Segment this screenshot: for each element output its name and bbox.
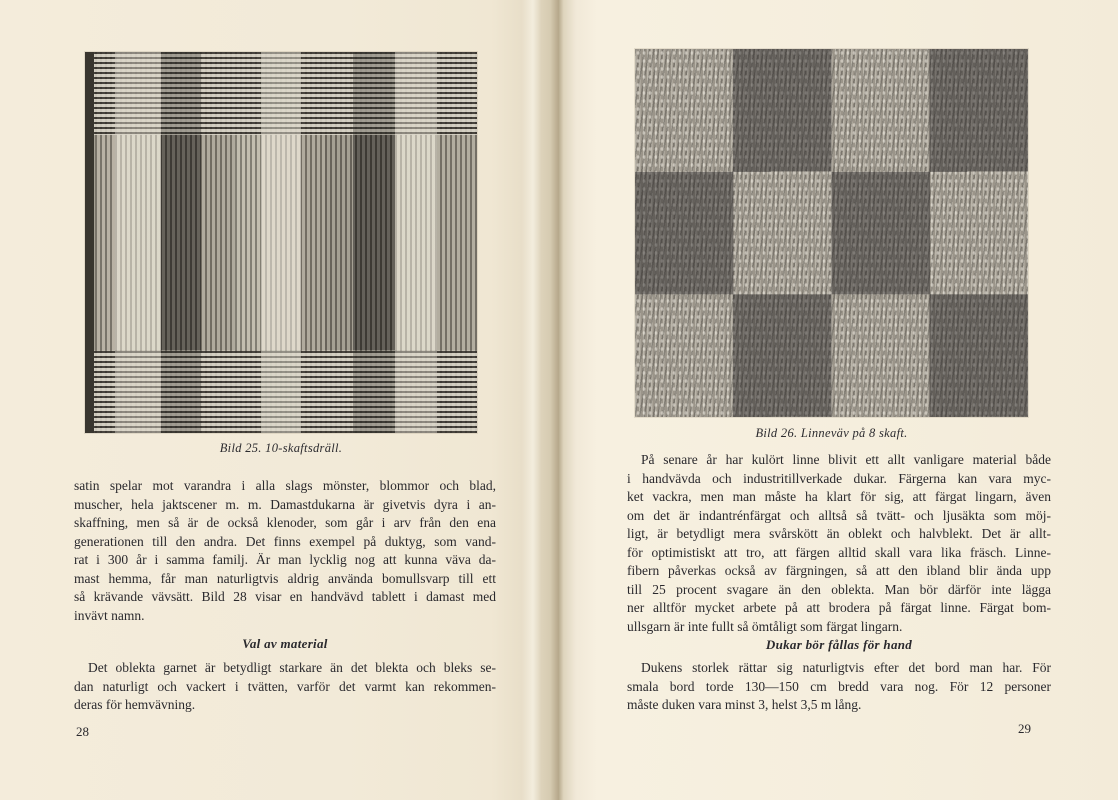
paragraph-dukens-storlek — [627, 659, 1051, 715]
paragraph-oblekta-garnet — [74, 659, 496, 715]
text-line: På senare år har kulört linne blivit ett allt vanligare material både — [641, 452, 1051, 467]
text-line: måste duken vara minst 3, helst 3,5 m lång. — [627, 697, 862, 712]
text-line: ner alltför mycket arbete på att brodera på färgat linne. Färgat bom- — [627, 600, 1051, 615]
figure-caption-bild-25: Bild 25. 10-skaftsdräll. — [219, 441, 343, 455]
text-line: invävt namn. — [74, 607, 145, 623]
figure-caption-bild-26: Bild 26. Linneväv på 8 skaft. — [755, 426, 908, 440]
page-right — [558, 0, 1118, 800]
text-line: satin spelar mot varandra i alla slags mönster, blommor och blad, — [74, 478, 496, 493]
paragraph-kulort-linne — [627, 451, 1051, 636]
text-line: dan naturligt och vackert i tvätten, varför det varmt kan rekommen- — [74, 678, 496, 694]
text-line: mast hemma, får man naturligtvis aldrig använda bomullsvarp till ett — [74, 570, 496, 586]
paragraph-damast — [74, 477, 496, 625]
text-line: i handvävda och industritillverkade dukar. Färgerna kan vara myc- — [627, 470, 1051, 486]
fabric-photo-linen — [635, 49, 1028, 417]
page-number-right: 29 — [1018, 721, 1031, 736]
text-line: deras för hemvävning. — [74, 697, 196, 712]
text-line: ket vackra, men man måste ha klart för sig, att färgat lingarn, även — [627, 489, 1051, 504]
text-line: ullsgarn är inte fullt så ömtåligt som färgat lingarn. — [627, 618, 903, 634]
text-line: skaffning, men så är de också klenoder, som går i arv från den ena — [74, 515, 496, 530]
section-heading-dukar-bor-fallas: Dukar bör fållas för hand — [765, 637, 913, 652]
fabric-photo-drall — [85, 52, 477, 433]
text-line: smala bord torde 130—150 cm bredd vara nog. För 12 personer — [627, 678, 1051, 694]
text-line: rat i 300 år i samma familj. Är man lycklig nog att kunna väva da- — [74, 552, 496, 567]
text-line: Det oblekta garnet är betydligt starkare än det blekta och bleks se- — [88, 660, 496, 675]
text-line: muscher, hela jaktscener m. m. Damastdukarna är givetvis dyra i an- — [74, 496, 496, 512]
text-line: så krävande vävsätt. Bild 28 visar en handvävd tablett i damast med — [74, 589, 496, 604]
page-number-left: 28 — [76, 724, 89, 739]
section-heading-val-av-material: Val av material — [242, 636, 328, 651]
text-line: för optimistiskt att tro, att färgen alltid skall vara lika fräsch. Linne- — [627, 544, 1051, 560]
text-line: Dukens storlek rättar sig naturligtvis efter det bord man har. För — [641, 660, 1051, 675]
text-line: om det är indantrénfärgat och alltså så tvätt- och ljusäkta som möj- — [627, 507, 1051, 523]
page-left — [0, 0, 558, 800]
text-line: generationen till den andra. Det finns exempel på duktyg, som vand- — [74, 533, 496, 549]
text-line: till 25 procent svagare än den oblekta. Man bör därför inte lägga — [627, 581, 1051, 597]
text-line: fibern påverkas också av färgningen, så att den ibland blir ända upp — [627, 563, 1051, 578]
text-line: ligt, är betydligt mera svårskött än oblekt och halvblekt. Det är allt- — [627, 526, 1051, 541]
